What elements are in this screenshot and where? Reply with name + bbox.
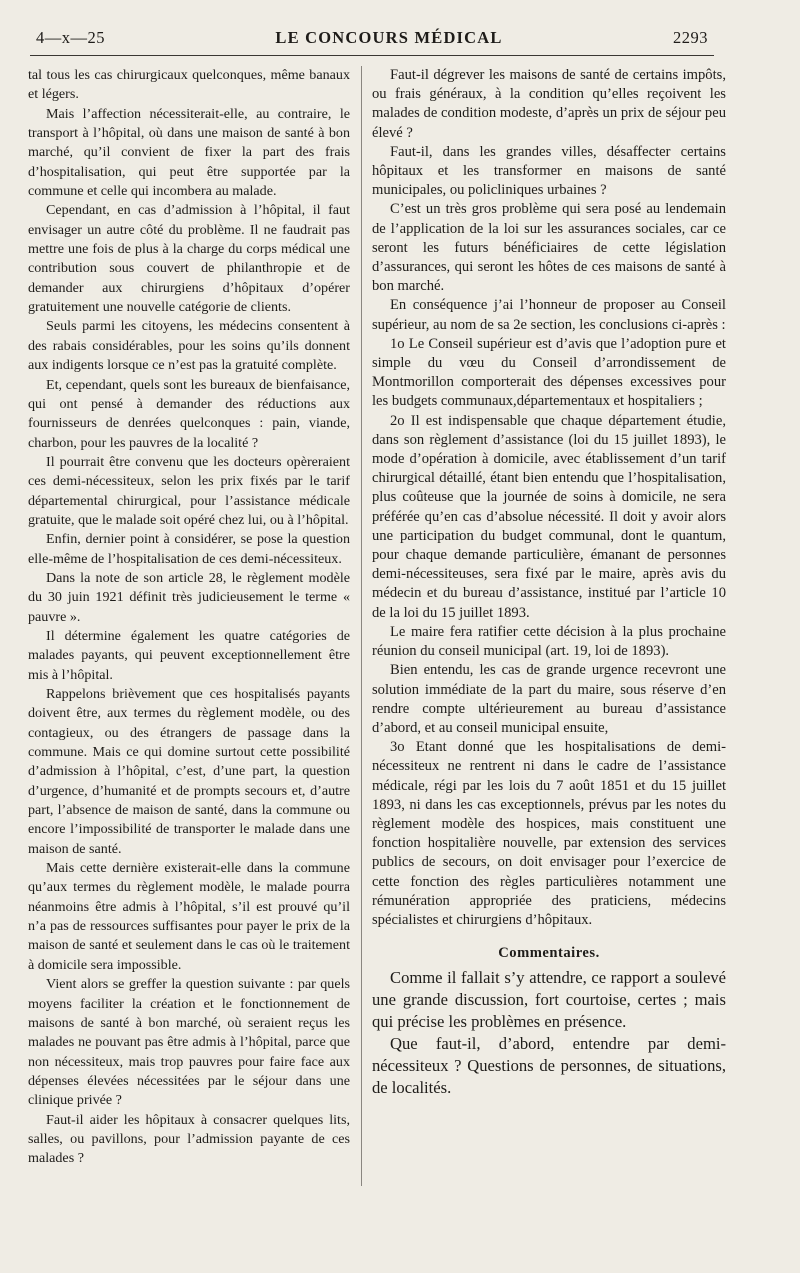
paragraph: Mais l’affection nécessiterait-elle, au contraire, le transport à l’hôpital, où dans une maison de santé à bon marché, qu’il convient de fixer la part des frais d’hospitalisation, qui peut être supportée par la commune et celle qui incombera au malade. bbox=[28, 105, 350, 200]
paragraph: Cependant, en cas d’admission à l’hôpital, il faut envisager un autre côté du problème. Il ne faudrait pas mettre une fois de plus à la charge du corps médical une contribution sous couvert de philanthropie et de demander aux chirurgiens d’hôpitaux d’opérer gratuitement une nouvelle catégorie de clients. bbox=[28, 202, 350, 316]
header-rule bbox=[30, 55, 714, 56]
paragraph: Bien entendu, les cas de grande urgence recevront une solution immédiate de la part du maire, sous réserve d’en rendre compte ultérieurement au bureau d’assistance d’abord, et au conseil municipal ensuite, bbox=[372, 662, 726, 736]
right-column bbox=[372, 66, 726, 1099]
issue-date: 4—x—25 bbox=[36, 28, 105, 47]
paragraph: Mais cette dernière existerait-elle dans la commune qu’aux termes du règlement modèle, le malade pourra néanmoins être admis à l’hôpital, s’il est prouvé qu’il n’a pas de ressources suffisantes pour payer le prix de la maison de santé et seulement dans le cas où le traitement à domicile sera impossible. bbox=[28, 860, 350, 973]
paragraph: Vient alors se greffer la question suivante : par quels moyens faciliter la création et le fonctionnement de maisons de santé à bon marché, où seraient reçus les malades ne pouvant pas être admis à l’hôpital, parce que non nécessiteux, mais trop pauvres pour faire face aux dépenses élevées nécessitées par le séjour dans une clinique privée ? bbox=[28, 976, 350, 1109]
running-header bbox=[36, 28, 708, 52]
journal-title: LE CONCOURS MÉDICAL bbox=[275, 28, 503, 47]
paragraph: Et, cependant, quels sont les bureaux de bienfaisance, qui ont pensé à demander des réductions aux fournisseurs de denrées quelconques : pain, viande, charbon, pour les pauvres de la localité ? bbox=[28, 376, 350, 451]
page-number: 2293 bbox=[673, 28, 708, 47]
paragraph: Rappelons brièvement que ces hospitalisés payants doivent être, aux termes du règlement modèle, ou des contagieux, ou des étrangers de passage dans la commune. Mais ce qui domine surtout cette possibilité d’admission à l’hôpital, c’est, d’une part, la question d’urgence, d’humanité et de prompts secours et, d’autre part, l’absence de maison de santé, dans la commune ou encore l’impossibilité de transporter le malade dans une maison de santé. bbox=[28, 686, 350, 857]
paragraph: Dans la note de son article 28, le règlement modèle du 30 juin 1921 définit très judicieusement le terme « pauvre ». bbox=[28, 569, 350, 625]
column-divider bbox=[361, 66, 362, 1186]
paragraph: Enfin, dernier point à considérer, se pose la question elle-même de l’hospitalisation de ces demi-nécessiteux. bbox=[28, 531, 350, 567]
paragraph: Faut-il dégrever les maisons de santé de certains impôts, ou frais généraux, à la condition qu’elles reçoivent les malades de condition modeste, d’après un prix de séjour peu élevé ? bbox=[372, 67, 726, 141]
paragraph: Il pourrait être convenu que les docteurs opèreraient ces demi-nécessiteux, selon les prix fixés par le tarif départemental chirurgical, pour l’assistance médicale gratuite, que le malade soit opéré chez lui, ou à l’hôpital. bbox=[28, 453, 350, 528]
paragraph: C’est un très gros problème qui sera posé au lendemain de l’application de la loi sur les assurances sociales, car ce seront les futurs bénéficiaires de cette législation d’assurances, qui seront les hôtes de ces maisons de santé à bon marché. bbox=[372, 201, 726, 295]
paragraph: Comme il fallait s’y attendre, ce rapport a soulevé une grande discussion, fort courtoise, certes ; mais qui précise les problèmes en présence. bbox=[372, 968, 726, 1032]
paragraph: Que faut-il, d’abord, entendre par demi-nécessiteux ? Questions de personnes, de situations, de localités. bbox=[372, 1034, 726, 1098]
paragraph: 2o Il est indispensable que chaque département étudie, dans son règlement d’assistance (loi du 15 juillet 1893), le mode d’opération à domicile, avec établissement d’un tarif chirurgical détaillé, étant bien entendu que l’hospitalisation, plus coûteuse que la journée de soins à domicile, ne sera préférée qu’en cas d’absolue nécessité. Il doit y avoir alors une participation du budget communal, dont le quantum, pour chaque demande particulière, émanant de personnes demi-nécessiteuses, sera fixé par le maire, après avis du médecin et du bureau d’assistance, institué par l’article 10 de la loi du 15 juillet 1893. bbox=[372, 412, 726, 621]
paragraph: Il détermine également les quatre catégories de malades payants, qui peuvent exceptionnellement être mis à l’hôpital. bbox=[28, 627, 350, 683]
left-column bbox=[28, 66, 350, 1169]
paragraph: tal tous les cas chirurgicaux quelconques, même banaux et légers. bbox=[28, 67, 350, 103]
commentaires-heading: Commentaires. bbox=[498, 945, 600, 962]
paragraph: Le maire fera ratifier cette décision à la plus prochaine réunion du conseil municipal (art. 19, loi de 1893). bbox=[372, 623, 726, 660]
paragraph: Faut-il, dans les grandes villes, désaffecter certains hôpitaux et les transformer en maisons de santé municipales, ou policliniques urbaines ? bbox=[372, 143, 726, 199]
paragraph: 1o Le Conseil supérieur est d’avis que l’adoption pure et simple du vœu du Conseil d’arrondissement de Montmorillon comporterait des dépenses excessives pour les budgets communaux,départementaux et hospitaliers ; bbox=[372, 335, 726, 410]
paragraph: En conséquence j’ai l’honneur de proposer au Conseil supérieur, au nom de sa 2e section, les conclusions ci-après : bbox=[372, 297, 726, 333]
commentaires-section bbox=[372, 967, 726, 1099]
paragraph: 3o Etant donné que les hospitalisations de demi-nécessiteux ne rentrent ni dans le cadre de l’assistance médicale, régi par les lois du 7 août 1851 et du 15 juillet 1893, ni dans les cas exceptionnels, prévus par les notes du règlement modèle des hospices, mais constituent une fonction hospitalière nouvelle, par extension des services publics de secours, on doit envisager pour l’exercice de cette fonction des règles particulières notamment une rémunération appropriée des praticiens, médecins spécialistes et chirurgiens d’hôpitaux. bbox=[372, 739, 726, 928]
paragraph: Faut-il aider les hôpitaux à consacrer quelques lits, salles, ou pavillons, pour l’admission payante de ces malades ? bbox=[28, 1111, 350, 1167]
paragraph: Seuls parmi les citoyens, les médecins consentent à des rabais considérables, pour les soins qu’ils donnent aux indigents lorsque ce n’est pas la gratuité complète. bbox=[28, 318, 350, 374]
